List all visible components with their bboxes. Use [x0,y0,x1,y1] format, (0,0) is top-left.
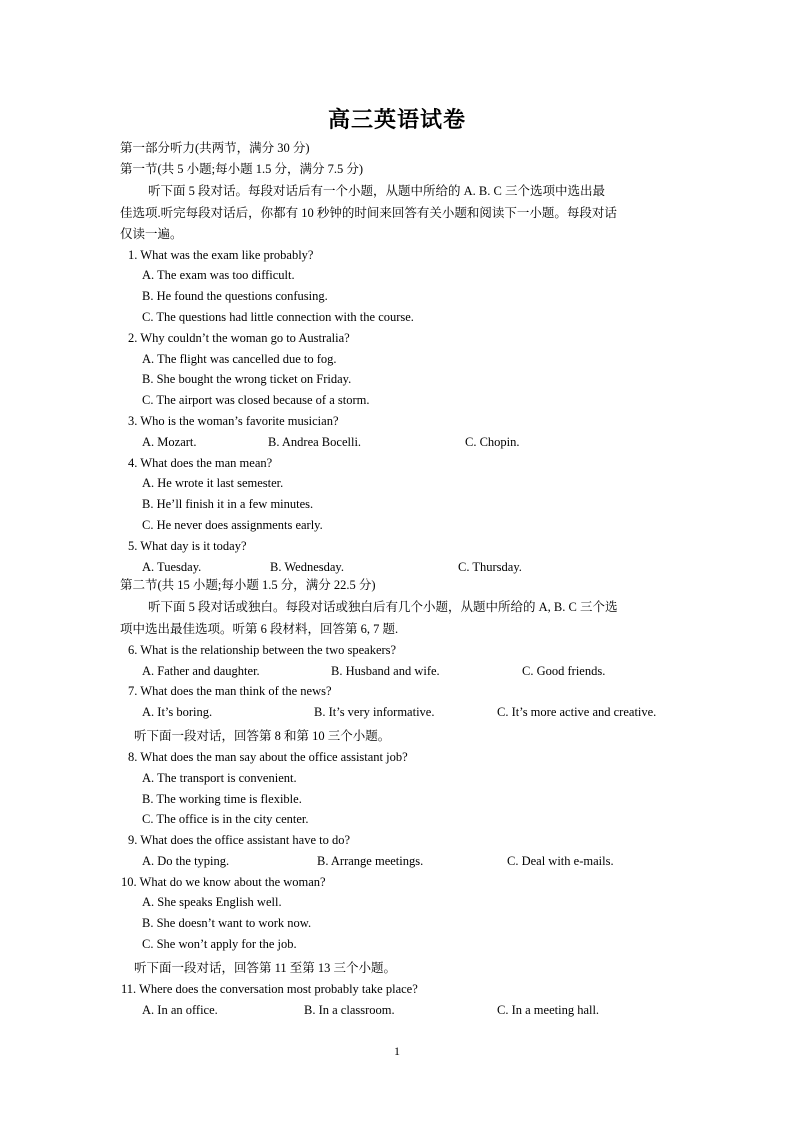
option-c: C. The office is in the city center. [142,812,309,826]
listening-note: 听下面一段对话，回答第 8 和第 10 三个小题。 [134,729,391,743]
option-c: C. Good friends. [522,664,606,678]
option-c: C. Chopin. [465,435,520,449]
question-stem: 3. Who is the woman’s favorite musician? [128,414,339,428]
page-number: 1 [394,1044,400,1058]
option-b: B. The working time is flexible. [142,792,302,806]
option-c: C. The questions had little connection with the course. [142,310,414,324]
option-b: B. He’ll finish it in a few minutes. [142,497,314,511]
option-a: A. She speaks English well. [142,895,282,909]
option-a: A. Father and daughter. [142,664,260,678]
option-c: C. She won’t apply for the job. [142,937,297,951]
question-stem: 6. What is the relationship between the two speakers? [128,643,397,657]
option-a: A. It’s boring. [142,705,213,719]
option-c: C. It’s more active and creative. [497,705,657,719]
option-a: A. He wrote it last semester. [142,476,284,490]
option-b: B. He found the questions confusing. [142,289,328,303]
option-c: C. Deal with e-mails. [507,854,614,868]
section1-header: 第一节(共 5 小题;每小题 1.5 分，满分 7.5 分) [120,162,364,176]
section2-header: 第二节(共 15 小题;每小题 1.5 分，满分 22.5 分) [120,578,376,592]
option-a: A. Mozart. [142,435,197,449]
option-a: A. The transport is convenient. [142,771,297,785]
question-stem: 11. Where does the conversation most probably take place? [121,982,418,996]
section1-instruction-line: 仅读一遍。 [120,227,183,241]
page-title: 高三英语试卷 [327,107,466,132]
option-b: B. Andrea Bocelli. [268,435,362,449]
option-c: C. Thursday. [458,560,522,574]
question-stem: 9. What does the office assistant have to do? [128,833,351,847]
option-c: C. The airport was closed because of a storm. [142,393,370,407]
question-stem: 8. What does the man say about the office assistant job? [128,750,408,764]
option-c: C. In a meeting hall. [497,1003,600,1017]
option-a: A. Tuesday. [142,560,202,574]
option-a: A. Do the typing. [142,854,230,868]
option-b: B. It’s very informative. [314,705,435,719]
section1-instruction-line: 听下面 5 段对话。每段对话后有一个小题，从题中所给的 A. B. C 三个选项中选出最 [148,184,605,198]
listening-note: 听下面一段对话，回答第 11 至第 13 三个小题。 [134,961,397,975]
question-stem: 4. What does the man mean? [128,456,273,470]
option-c: C. He never does assignments early. [142,518,323,532]
option-a: A. The flight was cancelled due to fog. [142,352,337,366]
question-stem: 7. What does the man think of the news? [128,684,332,698]
part1-header: 第一部分听力(共两节，满分 30 分) [120,141,310,155]
option-a: A. The exam was too difficult. [142,268,295,282]
option-b: B. Wednesday. [270,560,344,574]
question-stem: 5. What day is it today? [128,539,247,553]
section1-instruction-line: 佳选项.听完每段对话后，你都有 10 秒钟的时间来回答有关小题和阅读下一小题。每段对话 [120,206,617,220]
question-stem: 1. What was the exam like probably? [128,248,314,262]
question-stem: 10. What do we know about the woman? [121,875,326,889]
option-b: B. She bought the wrong ticket on Friday. [142,372,352,386]
section2-instruction-line: 听下面 5 段对话或独白。每段对话或独白后有几个小题，从题中所给的 A, B. C 三个选 [148,600,618,614]
option-b: B. Arrange meetings. [317,854,424,868]
question-stem: 2. Why couldn’t the woman go to Australia? [128,331,350,345]
option-b: B. In a classroom. [304,1003,395,1017]
option-b: B. She doesn’t want to work now. [142,916,312,930]
option-a: A. In an office. [142,1003,218,1017]
option-b: B. Husband and wife. [331,664,440,678]
section2-instruction-line: 项中选出最佳选项。听第 6 段材料，回答第 6, 7 题. [120,622,399,636]
